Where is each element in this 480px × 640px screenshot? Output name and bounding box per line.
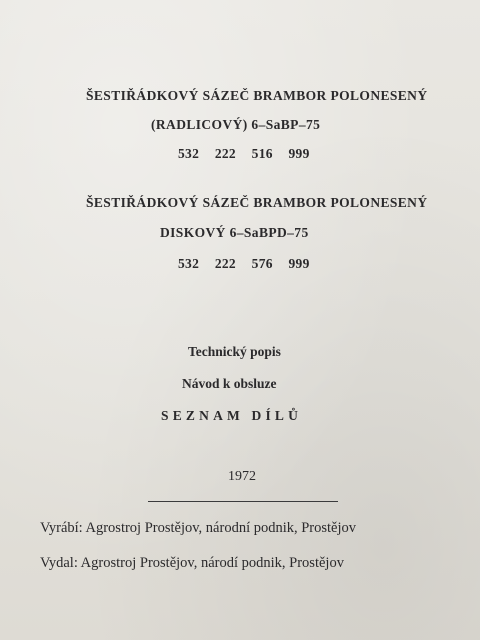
- imprint-publisher: Vydal: Agrostroj Prostějov, národí podnik, Prostějov: [40, 555, 344, 571]
- contents-technical-description: Technický popis: [188, 344, 281, 359]
- contents-operating-manual: Návod k obsluze: [182, 376, 277, 391]
- product-2-title-line-1: ŠESTIŘÁDKOVÝ SÁZEČ BRAMBOR POLONESENÝ: [86, 195, 428, 210]
- publication-year: 1972: [228, 469, 256, 484]
- product-1-title-line-2: (RADLICOVÝ) 6–SaBP–75: [151, 117, 321, 132]
- product-2-title-line-2: DISKOVÝ 6–SaBPD–75: [160, 225, 309, 240]
- product-1-code: 532 222 516 999: [178, 146, 310, 161]
- imprint-manufacturer: Vyrábí: Agrostroj Prostějov, národní podnik, Prostějov: [40, 520, 357, 536]
- product-2-code: 532 222 576 999: [178, 256, 310, 271]
- product-1-title-line-1: ŠESTIŘÁDKOVÝ SÁZEČ BRAMBOR POLONESENÝ: [86, 88, 428, 103]
- contents-parts-list: SEZNAM DÍLŮ: [161, 408, 303, 423]
- divider-rule: [148, 501, 338, 502]
